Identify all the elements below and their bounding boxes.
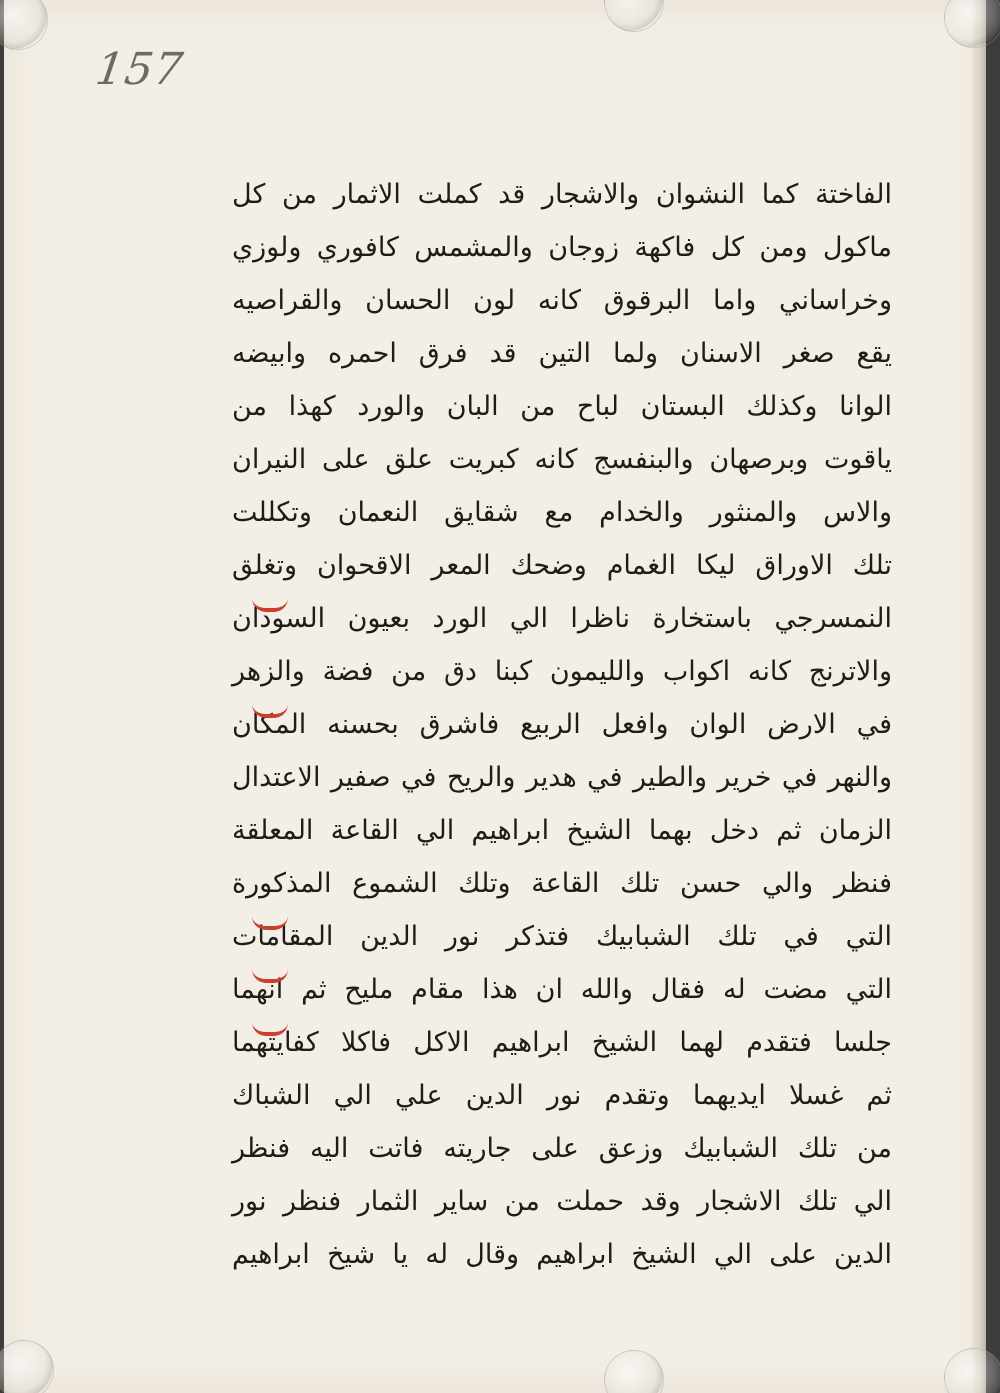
- clip-top-center: [604, 0, 664, 32]
- text-line: يقع صغر الاسنان ولما التين قد فرق احمره وابيضه: [232, 338, 892, 369]
- clip-top-left: [0, 0, 48, 50]
- text-line: تلك الاوراق ليكا الغمام وضحك المعر الاقحوان وتغلق: [232, 550, 892, 581]
- text-line: الوانا وكذلك البستان لباح من البان والورد كهذا من: [232, 391, 892, 422]
- text-line: الدين على الي الشيخ ابراهيم وقال له يا شيخ ابراهيم: [232, 1239, 892, 1270]
- manuscript-page: [4, 0, 986, 1393]
- text-line: ثم غسلا ايديهما وتقدم نور الدين علي الي الشباك: [232, 1080, 892, 1111]
- text-line: الي تلك الاشجار وقد حملت من ساير الثمار فنظر نور: [232, 1186, 892, 1217]
- text-line: والاس والمنثور والخدام مع شقايق النعمان وتكللت: [232, 497, 892, 528]
- text-line: فنظر والي حسن تلك القاعة وتلك الشموع المذكورة: [232, 868, 892, 899]
- text-line: ماكول ومن كل فاكهة زوجان والمشمس كافوري ولوزي: [232, 232, 892, 263]
- text-line: جلسا فتقدم لهما الشيخ ابراهيم الاكل فاكلا كفايتهما: [232, 1027, 892, 1058]
- manuscript-text: [232, 168, 892, 1281]
- text-line: النمسرجي باستخارة ناظرا الي الورد بعيون السودان: [232, 603, 892, 634]
- text-line: التي مضت له فقال والله ان هذا مقام مليح ثم انهما: [232, 974, 892, 1005]
- text-line: الفاختة كما النشوان والاشجار قد كملت الاثمار من كل: [232, 179, 892, 210]
- clip-bottom-center: [604, 1350, 664, 1393]
- folio-number: 157: [92, 44, 187, 95]
- text-line: والنهر في خرير والطير في هدير والريح في صفير الاعتدال: [232, 762, 892, 793]
- page-edge: [972, 0, 986, 1393]
- clip-bottom-left: [0, 1340, 54, 1393]
- clip-top-right: [944, 0, 1000, 48]
- clip-bottom-right: [944, 1348, 1000, 1393]
- text-line: الزمان ثم دخل بهما الشيخ ابراهيم الي القاعة المعلقة: [232, 815, 892, 846]
- text-line: في الارض الوان وافعل الربيع فاشرق بحسنه المكان: [232, 709, 892, 740]
- text-line: ياقوت وبرصهان والبنفسج كانه كبريت علق على النيران: [232, 444, 892, 475]
- text-line: التي في تلك الشبابيك فتذكر نور الدين المقامات: [232, 921, 892, 952]
- text-line: والاترنج كانه اكواب والليمون كبنا دق من فضة والزهر: [232, 656, 892, 687]
- text-line: من تلك الشبابيك وزعق على جاريته فاتت اليه فنظر: [232, 1133, 892, 1164]
- text-line: وخراساني واما البرقوق كانه لون الحسان والقراصيه: [232, 285, 892, 316]
